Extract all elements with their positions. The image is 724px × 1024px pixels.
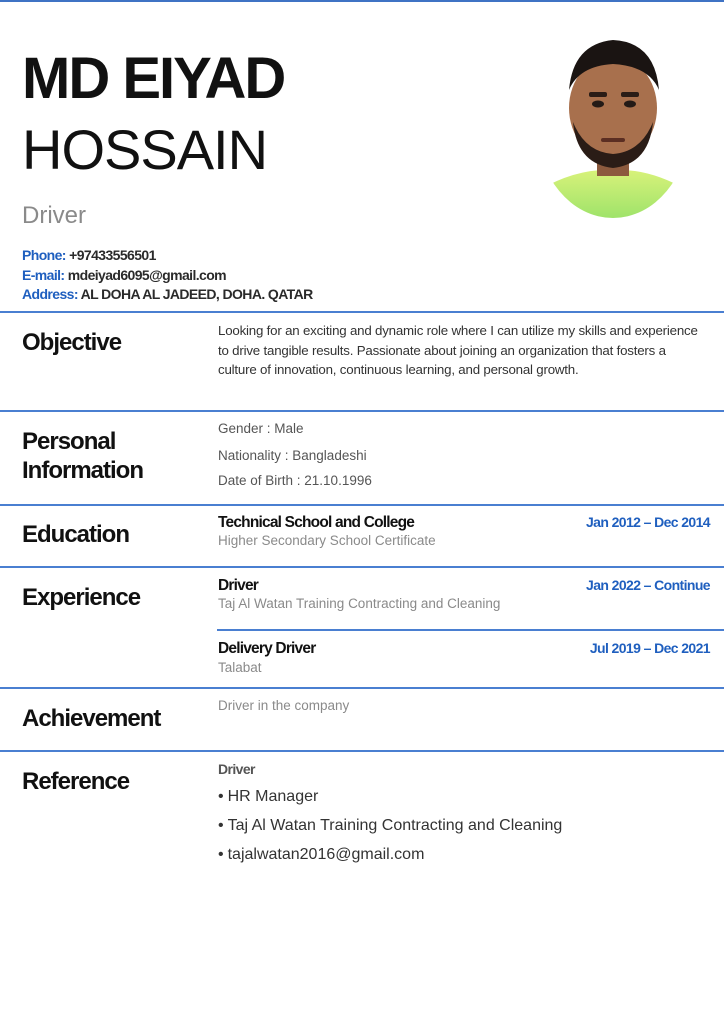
top-rule [0, 0, 724, 2]
reference-title: Reference [22, 768, 130, 795]
reference-bullet-2 [218, 817, 562, 835]
divider-education [0, 504, 724, 506]
objective-title: Objective [22, 329, 122, 356]
personal-title [22, 427, 143, 485]
divider-achievement [0, 687, 724, 689]
reference-bullet-3 [218, 846, 424, 864]
contact-phone [22, 246, 313, 266]
experience-item-2-title: Delivery Driver [218, 640, 316, 657]
reference-bullet-1 [218, 788, 318, 806]
reference-bullet-text: Taj Al Watan Training Contracting and Cleaning [227, 817, 563, 834]
dob-line: Date of Birth : 21.10.1996 [218, 473, 372, 488]
divider-objective [0, 311, 724, 313]
contact-email [22, 266, 313, 286]
education-item-subtitle: Higher Secondary School Certificate [218, 533, 436, 548]
divider-experience [0, 566, 724, 568]
nationality-line: Nationality : Bangladeshi [218, 448, 367, 463]
email-value: mdeiyad6095@gmail.com [64, 266, 227, 283]
divider-experience-item [217, 629, 724, 631]
bullet-dot: • [218, 817, 224, 834]
address-value: AL DOHA AL JADEED, DOHA. QATAR [77, 286, 313, 302]
personal-title-line2: Information [22, 457, 143, 484]
reference-heading: Driver [218, 761, 255, 777]
education-title: Education [22, 521, 130, 548]
bullet-dot: • [218, 846, 224, 863]
personal-title-line1: Personal [22, 428, 116, 455]
reference-bullet-text: tajalwatan2016@gmail.com [227, 846, 425, 863]
address-label: Address: [22, 286, 78, 302]
contact-block [22, 246, 313, 305]
experience-item-1-title: Driver [218, 577, 259, 594]
name-first: MD EIYAD [22, 46, 285, 111]
contact-address [22, 285, 313, 305]
achievement-title: Achievement [22, 705, 161, 732]
experience-item-2-subtitle: Talabat [218, 660, 262, 675]
objective-text: Looking for an exciting and dynamic role where I can utilize my skills and experience to drive tangible results. Passionate about joining an organization that fosters a culture of innovation, continuous learning, and personal growth. [218, 323, 698, 377]
education-item-date: Jan 2012 – Dec 2014 [585, 514, 710, 530]
phone-label: Phone: [22, 247, 66, 263]
achievement-text: Driver in the company [218, 698, 350, 713]
experience-item-1-subtitle: Taj Al Watan Training Contracting and Cleaning [218, 596, 501, 611]
phone-value: +97433556501 [65, 247, 156, 263]
profile-photo [537, 30, 689, 218]
education-item-title: Technical School and College [218, 514, 415, 531]
name-last: HOSSAIN [22, 118, 268, 181]
gender-line: Gender : Male [218, 421, 304, 436]
reference-bullet-text: HR Manager [227, 788, 319, 805]
experience-item-2-date: Jul 2019 – Dec 2021 [589, 640, 710, 656]
experience-item-1-date: Jan 2022 – Continue [586, 577, 710, 593]
bullet-dot: • [218, 788, 224, 805]
email-label: E-mail: [22, 266, 65, 283]
divider-reference [0, 750, 724, 752]
divider-personal [0, 410, 724, 412]
job-role: Driver [22, 202, 86, 229]
experience-title: Experience [22, 584, 141, 611]
